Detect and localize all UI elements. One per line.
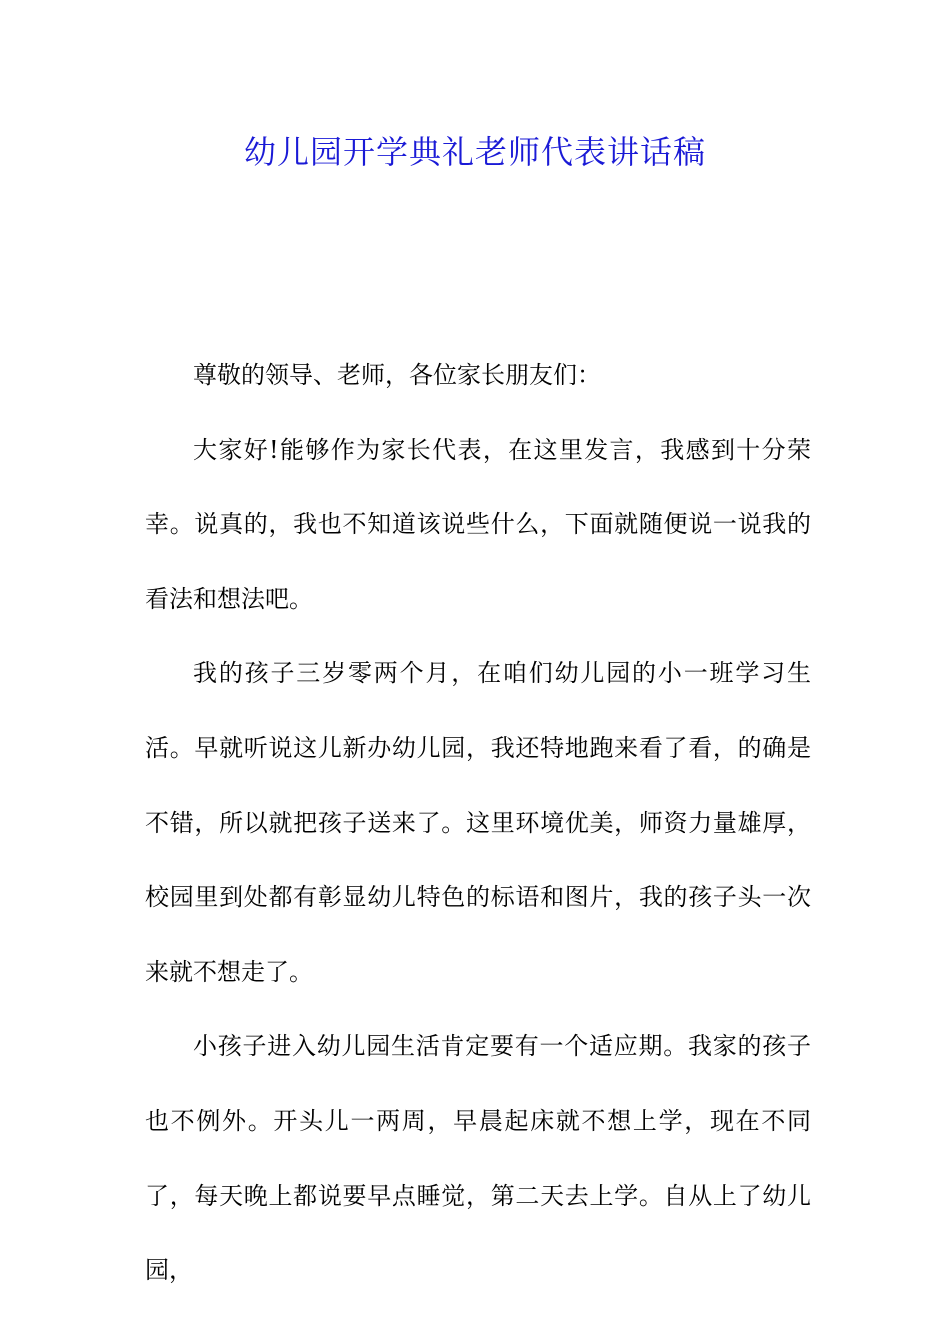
paragraph-child-intro: 我的孩子三岁零两个月，在咱们幼儿园的小一班学习生活。早就听说这儿新办幼儿园，我还特地跑来看了看，的确是不错，所以就把孩子送来了。这里环境优美，师资力量雄厚，校园里到处都有彰显幼儿特色的标语和图片，我的孩子头一次来就不想走了。 bbox=[145, 659, 811, 986]
paragraph-adaptation: 小孩子进入幼儿园生活肯定要有一个适应期。我家的孩子也不例外。开头儿一两周，早晨起床就不想上学，现在不同了，每天晚上都说要早点睡觉，第二天去上学。自从上了幼儿园， bbox=[145, 1032, 811, 1285]
document-title: 幼儿园开学典礼老师代表讲话稿 bbox=[243, 133, 706, 171]
paragraph-greeting: 尊敬的领导、老师，各位家长朋友们： bbox=[193, 361, 601, 389]
document-body bbox=[145, 338, 811, 1308]
paragraph-opening: 大家好!能够作为家长代表，在这里发言，我感到十分荣幸。说真的，我也不知道该说些什么，下面就随便说一说我的看法和想法吧。 bbox=[145, 435, 811, 613]
